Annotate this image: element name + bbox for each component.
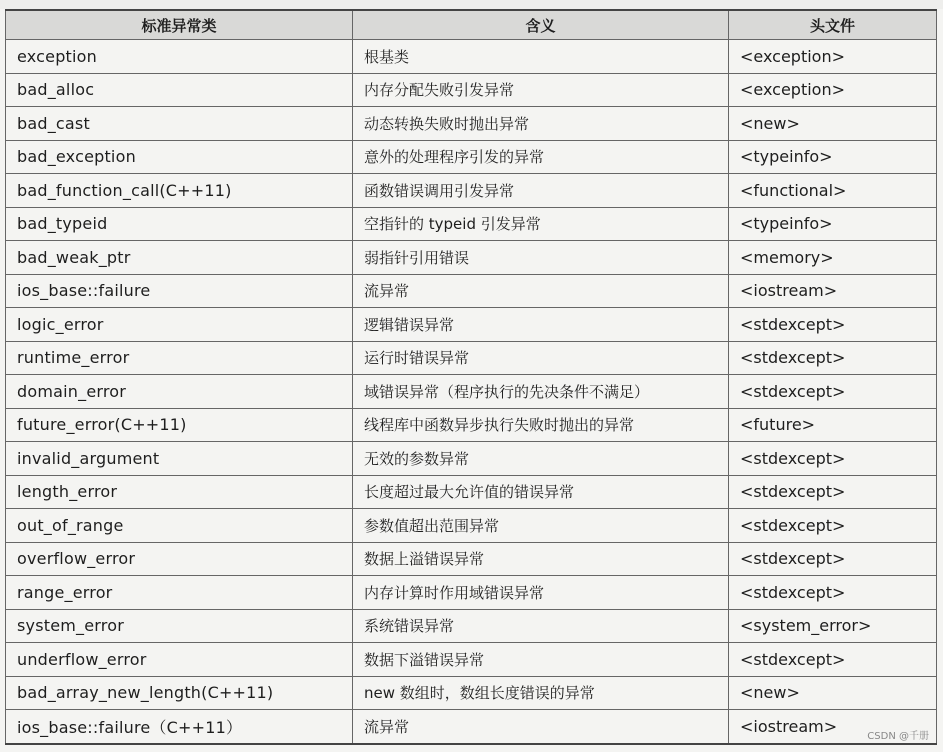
header-meaning: 含义: [353, 10, 729, 40]
cell-exception-class: future_error(C++11): [6, 408, 353, 442]
cell-meaning: 域错误异常（程序执行的先决条件不满足）: [353, 375, 729, 409]
cell-meaning: 参数值超出范围异常: [353, 509, 729, 543]
table-row: [6, 609, 937, 643]
header-header-file: 头文件: [729, 10, 937, 40]
cell-meaning: 根基类: [353, 40, 729, 74]
table-body: [6, 40, 937, 744]
table-row: [6, 375, 937, 409]
cell-header-file: <stdexcept>: [729, 509, 937, 543]
table-row: [6, 341, 937, 375]
table-row: [6, 241, 937, 275]
cell-exception-class: ios_base::failure: [6, 274, 353, 308]
cell-meaning: 长度超过最大允许值的错误异常: [353, 475, 729, 509]
table-row: [6, 676, 937, 710]
cell-meaning: 数据上溢错误异常: [353, 542, 729, 576]
cell-exception-class: bad_function_call(C++11): [6, 174, 353, 208]
cell-meaning: 流异常: [353, 710, 729, 744]
cell-meaning: 函数错误调用引发异常: [353, 174, 729, 208]
cell-meaning: 逻辑错误异常: [353, 308, 729, 342]
cell-meaning: 空指针的 typeid 引发异常: [353, 207, 729, 241]
table-row: [6, 140, 937, 174]
table-header-row: [6, 10, 937, 40]
cell-meaning: 线程库中函数异步执行失败时抛出的异常: [353, 408, 729, 442]
cell-header-file: <iostream>: [729, 710, 937, 744]
cell-header-file: <stdexcept>: [729, 341, 937, 375]
cell-meaning: 运行时错误异常: [353, 341, 729, 375]
table-row: [6, 73, 937, 107]
cell-meaning: 系统错误异常: [353, 609, 729, 643]
table-row: [6, 442, 937, 476]
cell-exception-class: invalid_argument: [6, 442, 353, 476]
cell-meaning: 数据下溢错误异常: [353, 643, 729, 677]
watermark: CSDN @千册: [867, 731, 929, 742]
header-exception-class: 标准异常类: [6, 10, 353, 40]
table-row: [6, 710, 937, 744]
cell-meaning: 内存计算时作用域错误异常: [353, 576, 729, 610]
table-row: [6, 107, 937, 141]
table-row: [6, 542, 937, 576]
table-row: [6, 207, 937, 241]
cell-meaning: 流异常: [353, 274, 729, 308]
cell-exception-class: system_error: [6, 609, 353, 643]
cell-header-file: <stdexcept>: [729, 442, 937, 476]
cell-exception-class: overflow_error: [6, 542, 353, 576]
cell-meaning: new 数组时，数组长度错误的异常: [353, 676, 729, 710]
cell-exception-class: bad_weak_ptr: [6, 241, 353, 275]
cell-exception-class: bad_array_new_length(C++11): [6, 676, 353, 710]
cell-exception-class: ios_base::failure（C++11）: [6, 710, 353, 744]
table-row: [6, 643, 937, 677]
cell-header-file: <functional>: [729, 174, 937, 208]
cell-header-file: <new>: [729, 107, 937, 141]
cell-meaning: 内存分配失败引发异常: [353, 73, 729, 107]
cell-header-file: <iostream>: [729, 274, 937, 308]
cell-header-file: <typeinfo>: [729, 207, 937, 241]
cell-meaning: 动态转换失败时抛出异常: [353, 107, 729, 141]
table-row: [6, 475, 937, 509]
cell-exception-class: out_of_range: [6, 509, 353, 543]
cell-header-file: <typeinfo>: [729, 140, 937, 174]
table-row: [6, 509, 937, 543]
cell-header-file: <memory>: [729, 241, 937, 275]
cell-exception-class: domain_error: [6, 375, 353, 409]
cell-header-file: <stdexcept>: [729, 643, 937, 677]
cell-header-file: <exception>: [729, 40, 937, 74]
table-row: [6, 174, 937, 208]
cell-header-file: <future>: [729, 408, 937, 442]
exception-class-table: [5, 9, 937, 745]
cropped-top-text: [0, 0, 943, 9]
cell-exception-class: bad_cast: [6, 107, 353, 141]
table-row: [6, 308, 937, 342]
cell-meaning: 意外的处理程序引发的异常: [353, 140, 729, 174]
cell-header-file: <stdexcept>: [729, 375, 937, 409]
cell-exception-class: bad_typeid: [6, 207, 353, 241]
cell-meaning: 无效的参数异常: [353, 442, 729, 476]
cell-exception-class: bad_alloc: [6, 73, 353, 107]
cell-header-file: <new>: [729, 676, 937, 710]
table-row: [6, 40, 937, 74]
table-row: [6, 576, 937, 610]
cell-exception-class: underflow_error: [6, 643, 353, 677]
cell-exception-class: length_error: [6, 475, 353, 509]
cell-header-file: <stdexcept>: [729, 576, 937, 610]
cell-header-file: <system_error>: [729, 609, 937, 643]
table-row: [6, 274, 937, 308]
cell-header-file: <stdexcept>: [729, 542, 937, 576]
cell-exception-class: range_error: [6, 576, 353, 610]
cell-exception-class: exception: [6, 40, 353, 74]
cell-meaning: 弱指针引用错误: [353, 241, 729, 275]
table-row: [6, 408, 937, 442]
cell-exception-class: bad_exception: [6, 140, 353, 174]
cell-header-file: <stdexcept>: [729, 475, 937, 509]
cell-header-file: <exception>: [729, 73, 937, 107]
cell-exception-class: logic_error: [6, 308, 353, 342]
cell-header-file: <stdexcept>: [729, 308, 937, 342]
cell-exception-class: runtime_error: [6, 341, 353, 375]
